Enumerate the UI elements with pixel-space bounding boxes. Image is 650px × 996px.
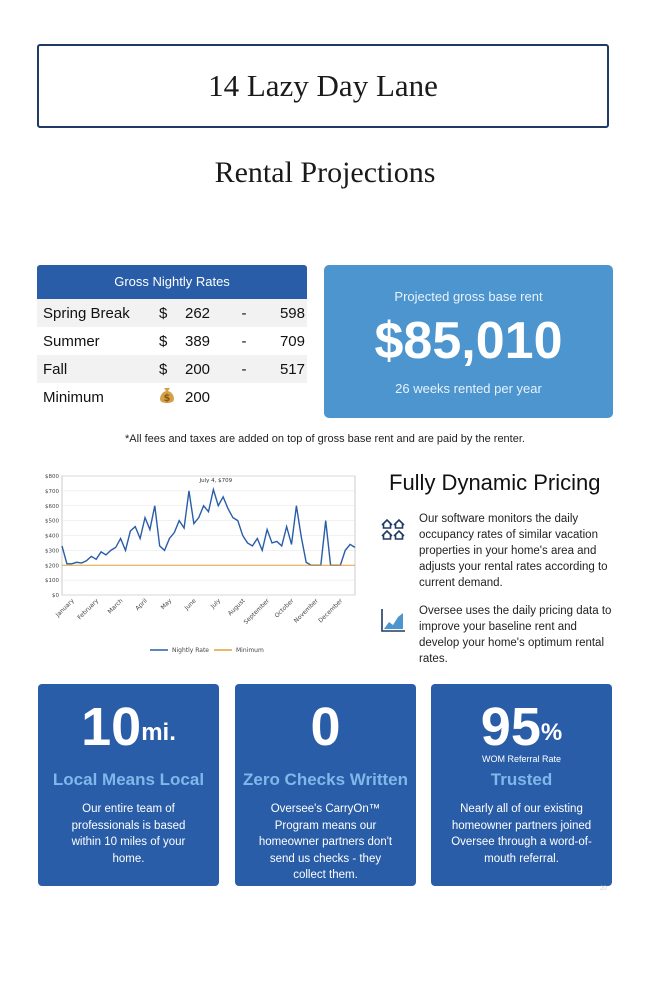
rates-table-heading: Gross Nightly Rates: [37, 265, 307, 299]
series-nightly-rate: [62, 490, 355, 566]
page-subtitle: Rental Projections: [214, 156, 436, 189]
card-title: Local Means Local: [52, 770, 205, 789]
y-tick-label: $600: [45, 503, 59, 510]
x-tick-label: September: [242, 597, 271, 626]
dynamic-pricing-title: Fully Dynamic Pricing: [389, 470, 601, 495]
x-tick-label: July: [209, 597, 223, 611]
y-tick-label: $200: [45, 563, 59, 570]
currency-symbol: $: [159, 332, 168, 350]
rate-high: 598: [279, 304, 305, 322]
card-body: Oversee's CarryOn™ Program means our homeowner partners don't send us checks - they collect them.: [258, 803, 393, 881]
x-tick-label: January: [54, 597, 76, 619]
rate-name: Spring Break: [43, 304, 130, 322]
projection-amount: $85,010: [374, 312, 563, 370]
y-tick-label: $400: [45, 533, 59, 540]
projection-card: [324, 265, 613, 418]
rate-low: 200: [185, 360, 211, 378]
x-tick-label: February: [76, 597, 101, 622]
rate-low: 200: [185, 388, 211, 406]
y-tick-label: $300: [45, 548, 59, 555]
x-tick-label: March: [106, 597, 125, 616]
rate-name: Minimum: [43, 388, 104, 406]
rate-name: Summer: [43, 332, 100, 350]
card-body: Nearly all of our existing homeowner partners joined Oversee through a word-of-mouth referral.: [451, 803, 592, 865]
card-suffix: mi.: [141, 719, 176, 746]
rates-table: [37, 265, 307, 411]
card-trusted: [431, 684, 612, 886]
x-tick-label: April: [134, 597, 149, 613]
rate-row-spring-break: [37, 299, 307, 327]
money-bag-icon: [159, 386, 185, 408]
y-tick-label: $500: [45, 518, 59, 525]
rate-high: 517: [279, 360, 305, 378]
nightly-rate-chart: [37, 468, 367, 658]
card-number: $10^{mi.}$: [81, 697, 176, 757]
rate-row-summer: [37, 327, 307, 355]
y-tick-label: $800: [45, 474, 59, 480]
feature-pricing-data-text: Oversee uses the daily pricing data to improve your baseline rent and develop your home's optimum rental rates.: [419, 605, 612, 665]
legend-label: Minimum: [236, 647, 264, 654]
chart-annotation: July 4, $709: [199, 477, 233, 484]
card-suffix: %: [540, 719, 563, 746]
card-title: Zero Checks Written: [242, 770, 408, 789]
feature-occupancy: [380, 511, 620, 589]
rate-dash: -: [241, 332, 247, 350]
card-checks: [235, 684, 416, 886]
rate-row-minimum: [37, 383, 307, 411]
card-body: Our entire team of professionals is based within 10 miles of your home.: [71, 803, 186, 865]
rate-name: Fall: [43, 360, 68, 378]
card-tag: WOM Referral Rate: [481, 754, 561, 764]
feature-pricing-data: [380, 603, 620, 665]
rate-dash: -: [241, 304, 247, 322]
title-box: [37, 44, 609, 128]
y-tick-label: $100: [45, 578, 59, 585]
projection-note: 26 weeks rented per year: [395, 381, 542, 396]
card-local: [38, 684, 219, 886]
rate-low: 389: [185, 332, 211, 350]
card-title: Trusted: [490, 770, 553, 789]
y-tick-label: $0: [52, 593, 59, 599]
x-tick-label: October: [273, 597, 296, 620]
x-tick-label: May: [159, 597, 174, 612]
rate-row-fall: [37, 355, 307, 383]
x-tick-label: December: [317, 597, 345, 625]
rate-dash: -: [241, 360, 247, 378]
area-chart-icon: [380, 607, 406, 633]
x-tick-label: August: [226, 597, 247, 618]
currency-symbol: $: [159, 360, 168, 378]
houses-icon: [380, 515, 406, 541]
page-title: 14 Lazy Day Lane: [208, 68, 438, 103]
svg-text:$: $: [163, 393, 171, 404]
rate-low: 262: [185, 304, 211, 322]
card-number: 95%: [480, 697, 563, 757]
legend-label: Nightly Rate: [172, 647, 210, 654]
card-number: 0: [310, 697, 341, 757]
feature-occupancy-text: Our software monitors the daily occupancy rates of similar vacation properties in your home's area and adjusts your rental rates according to current demand.: [419, 513, 608, 589]
projection-label: Projected gross base rent: [394, 289, 543, 304]
x-tick-label: June: [183, 597, 198, 612]
currency-symbol: $: [159, 304, 168, 322]
rate-high: 709: [279, 332, 305, 350]
y-tick-label: $700: [45, 488, 59, 495]
page-number: 20: [600, 886, 607, 892]
x-tick-label: November: [292, 597, 320, 625]
footnote: *All fees and taxes are added on top of gross base rent and are paid by the renter.: [125, 433, 525, 445]
